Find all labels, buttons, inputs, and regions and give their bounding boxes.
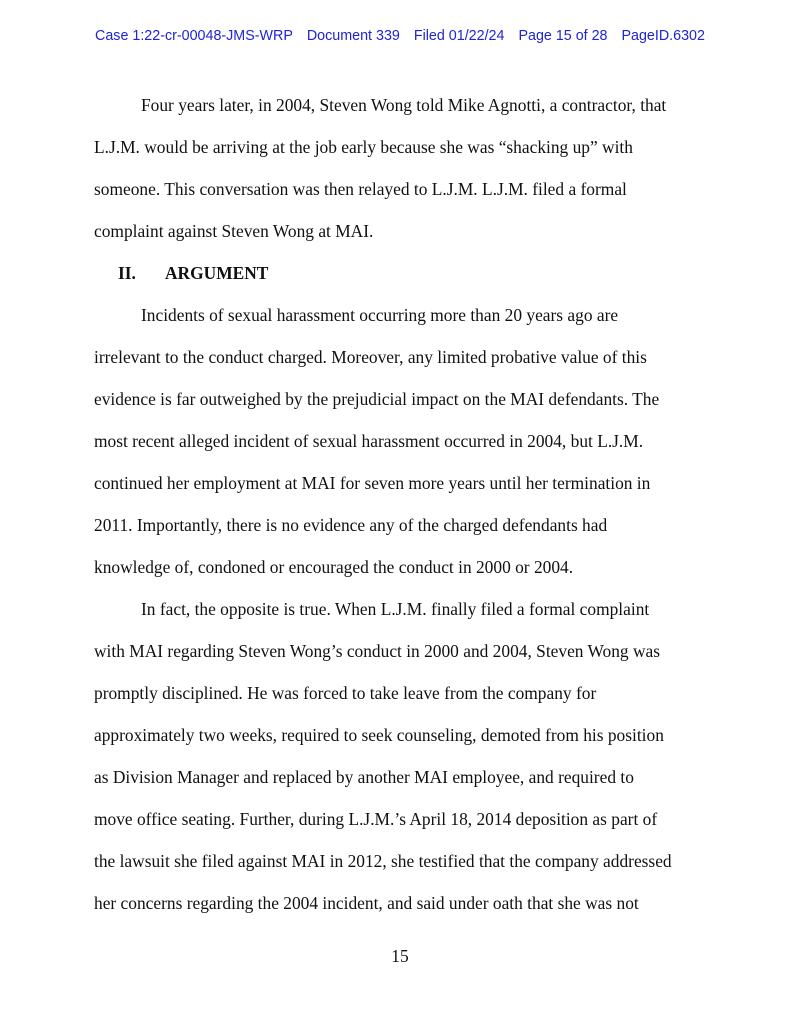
text-line: L.J.M. would be arriving at the job early because she was “shacking up” with: [94, 137, 633, 157]
case-header: [0, 28, 800, 44]
document-body: [94, 84, 714, 924]
text-line: her concerns regarding the 2004 incident, and said under oath that she was not: [94, 893, 639, 913]
text-line: In fact, the opposite is true. When L.J.M. finally filed a formal complaint: [141, 599, 650, 619]
text-line: as Division Manager and replaced by another MAI employee, and required to: [94, 767, 634, 787]
text-line: knowledge of, condoned or encouraged the conduct in 2000 or 2004.: [94, 557, 574, 577]
section-heading: [94, 252, 714, 294]
text-line: complaint against Steven Wong at MAI.: [94, 221, 374, 241]
text-line: Incidents of sexual harassment occurring more than 20 years ago are: [141, 305, 619, 325]
text-line: evidence is far outweighed by the prejudicial impact on the MAI defendants. The: [94, 389, 660, 409]
text-line: with MAI regarding Steven Wong’s conduct in 2000 and 2004, Steven Wong was: [94, 641, 661, 661]
page-number: 15: [391, 946, 409, 966]
text-line: promptly disciplined. He was forced to take leave from the company for: [94, 683, 597, 703]
section-title: ARGUMENT: [165, 263, 269, 283]
text-line: irrelevant to the conduct charged. Moreover, any limited probative value of this: [94, 347, 647, 367]
text-line: someone. This conversation was then relayed to L.J.M. L.J.M. filed a formal: [94, 179, 627, 199]
page-id: PageID.6302: [621, 28, 705, 44]
page-count: Page 15 of 28: [518, 28, 608, 44]
text-line: 2011. Importantly, there is no evidence any of the charged defendants had: [94, 515, 608, 535]
text-line: the lawsuit she filed against MAI in 2012, she testified that the company addressed: [94, 851, 672, 871]
document-number: Document 339: [306, 28, 400, 44]
text-line: approximately two weeks, required to seek counseling, demoted from his position: [94, 725, 664, 745]
text-line: continued her employment at MAI for seven more years until her termination in: [94, 473, 651, 493]
case-number: Case 1:22-cr-00048-JMS-WRP: [95, 28, 293, 44]
text-line: Four years later, in 2004, Steven Wong told Mike Agnotti, a contractor, that: [141, 95, 667, 115]
text-line: most recent alleged incident of sexual harassment occurred in 2004, but L.J.M.: [94, 431, 644, 451]
text-line: move office seating. Further, during L.J.M.’s April 18, 2014 deposition as part of: [94, 809, 658, 829]
filed-date: Filed 01/22/24: [413, 28, 505, 44]
section-number: II.: [118, 263, 136, 283]
